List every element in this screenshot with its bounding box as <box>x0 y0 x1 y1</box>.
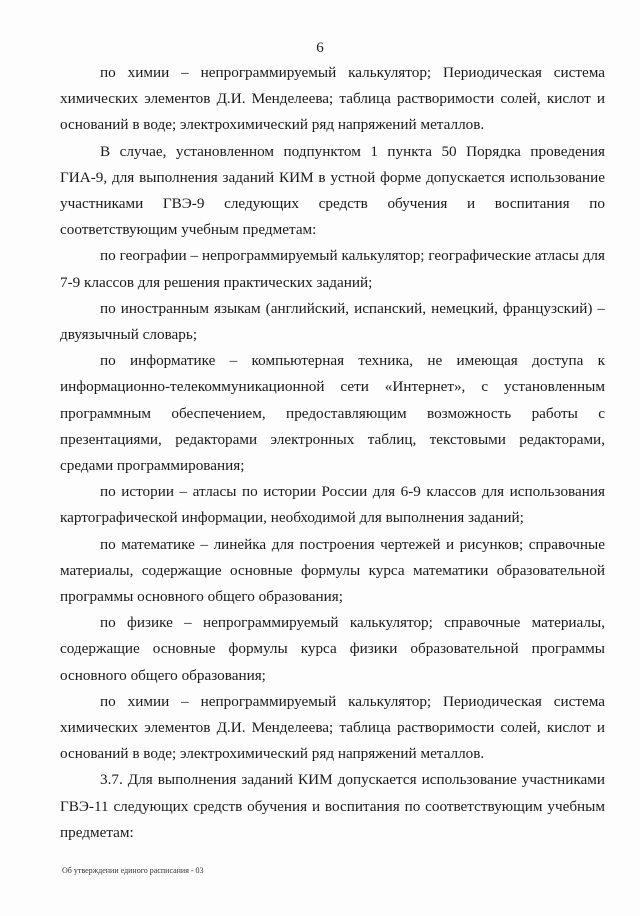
paragraph-section-3-7: 3.7. Для выполнения заданий КИМ допускается использование участниками ГВЭ-11 следующих средств обучения и воспитания по соответствующим учебным предметам: <box>60 771 605 841</box>
document-body <box>60 60 605 846</box>
paragraph-oral-form-intro: В случае, установленном подпунктом 1 пункта 50 Порядка проведения ГИА-9, для выполнения заданий КИМ в устной форме допускается использование участниками ГВЭ-9 следующих средств обучения и воспитания по соответствующим учебным предметам: <box>60 142 605 239</box>
paragraph-geography: по географии – непрограммируемый калькулятор; географические атласы для 7-9 классов для решения практических заданий; <box>60 247 605 291</box>
paragraph-chemistry-gve9: по химии – непрограммируемый калькулятор; Периодическая система химических элементов Д.И. Менделеева; таблица растворимости солей, кислот и оснований в воде; электрохимический ряд напряжений металлов. <box>60 692 605 763</box>
page-number: 6 <box>316 40 324 56</box>
page-footer: Об утверждении единого расписания - 03 <box>62 866 204 875</box>
paragraph-history: по истории – атласы по истории России для 6-9 классов для использования картографической информации, необходимой для выполнения заданий; <box>60 483 605 527</box>
paragraph-physics: по физике – непрограммируемый калькулятор; справочные материалы, содержащие основные формулы курса физики образовательной программы основного общего образования; <box>60 614 605 684</box>
paragraph-mathematics: по математике – линейка для построения чертежей и рисунков; справочные материалы, содержащие основные формулы курса математики образовательной программы основного общего образования; <box>60 535 605 606</box>
paragraph-foreign-languages: по иностранным языкам (английский, испанский, немецкий, французский) – двуязычный словарь; <box>60 299 605 344</box>
paragraph-informatics: по информатике – компьютерная техника, не имеющая доступа к информационно-телекоммуникационной сети «Интернет», с установленным программным обеспечением, предоставляющим возможность работы с презентациями, редакторами электронных таблиц, текстовыми редакторами, средами программирования; <box>60 352 605 475</box>
paragraph-chemistry-gia9: по химии – непрограммируемый калькулятор; Периодическая система химических элементов Д.И. Менделеева; таблица растворимости солей, кислот и оснований в воде; электрохимический ряд напряжений металлов. <box>60 64 605 134</box>
